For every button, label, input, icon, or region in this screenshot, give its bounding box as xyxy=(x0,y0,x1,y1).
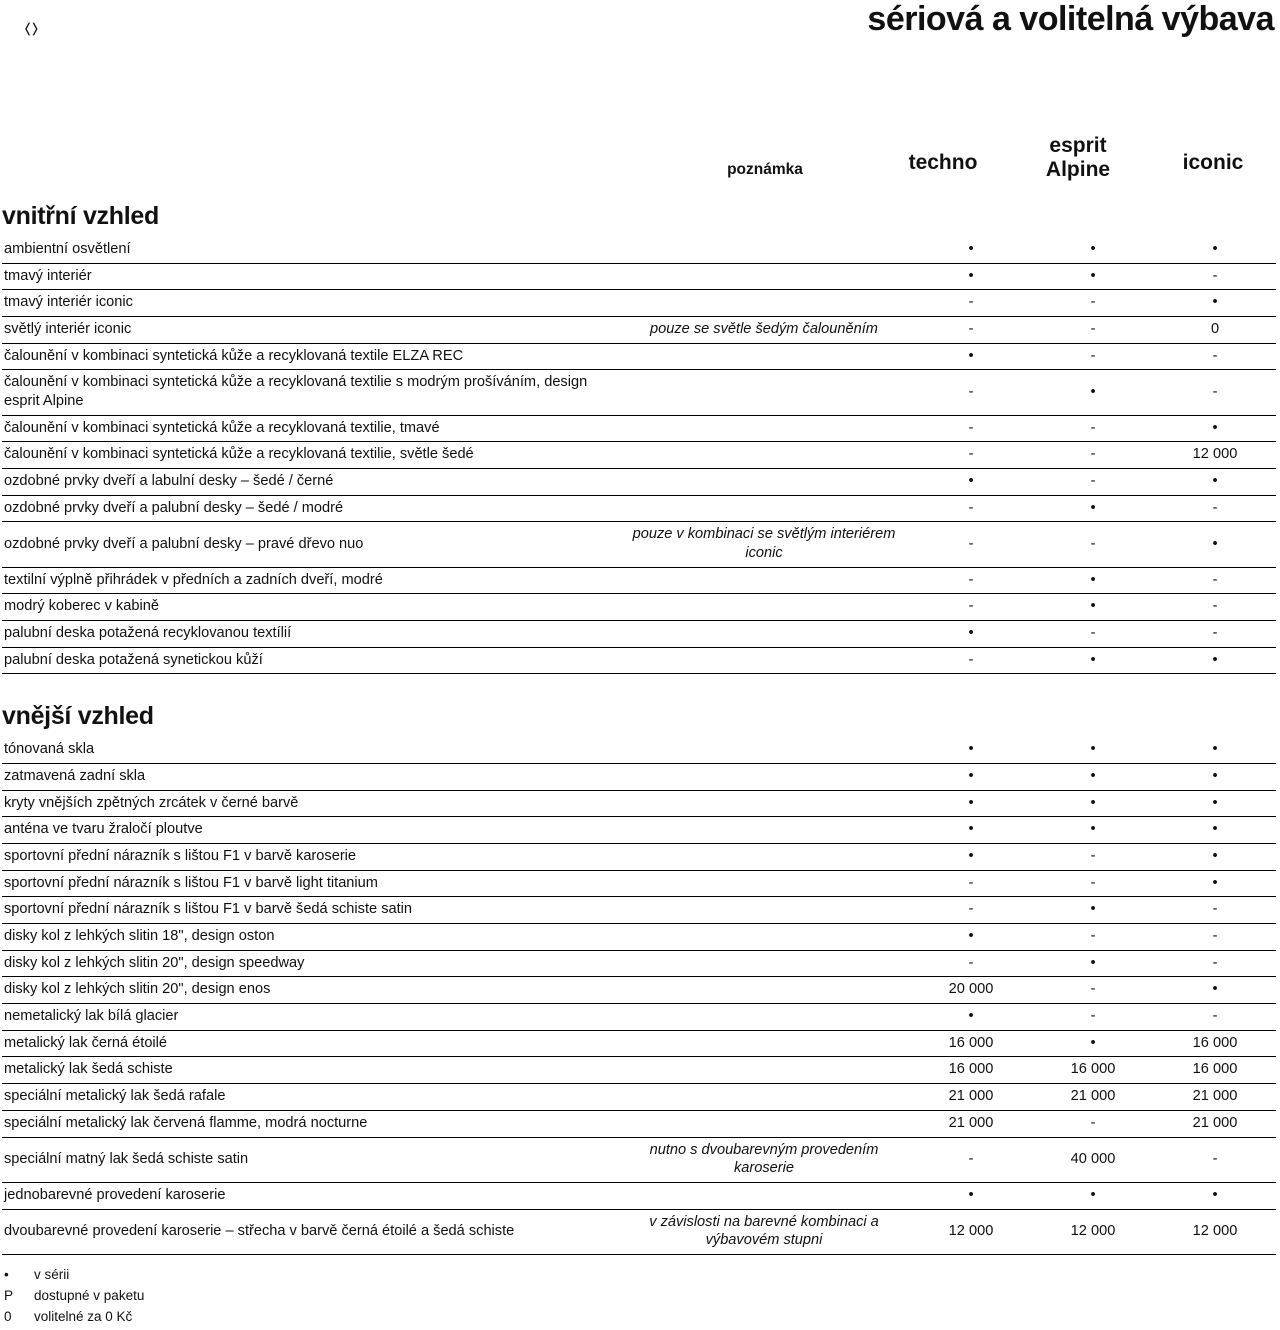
row-label: jednobarevné provedení karoserie xyxy=(2,1182,618,1209)
row-value-esprit: • xyxy=(1032,237,1154,263)
row-value-techno: 12 000 xyxy=(910,1209,1032,1254)
page-title: sériová a volitelná výbava xyxy=(867,0,1274,38)
row-value-esprit: - xyxy=(1032,1110,1154,1137)
row-value-iconic: • xyxy=(1154,844,1276,871)
table-row xyxy=(2,1110,1276,1137)
row-value-iconic: • xyxy=(1154,737,1276,763)
row-note xyxy=(618,495,910,522)
row-value-techno: • xyxy=(910,737,1032,763)
row-value-iconic: 21 000 xyxy=(1154,1110,1276,1137)
row-value-esprit: • xyxy=(1032,897,1154,924)
table-row xyxy=(2,870,1276,897)
row-value-esprit: • xyxy=(1032,594,1154,621)
row-label: modrý koberec v kabině xyxy=(2,594,618,621)
row-label: speciální metalický lak šedá rafale xyxy=(2,1084,618,1111)
row-value-esprit: - xyxy=(1032,469,1154,496)
table-row xyxy=(2,924,1276,951)
row-value-esprit: - xyxy=(1032,442,1154,469)
row-value-esprit: • xyxy=(1032,567,1154,594)
legend-text: volitelné za 0 Kč xyxy=(34,1308,133,1324)
row-note xyxy=(618,1057,910,1084)
row-note xyxy=(618,737,910,763)
row-value-iconic: 12 000 xyxy=(1154,1209,1276,1254)
row-label: čalounění v kombinaci syntetická kůže a recyklovaná textilie s modrým prošíváním, design esprit Alpine xyxy=(2,370,618,415)
row-value-iconic: - xyxy=(1154,343,1276,370)
row-value-esprit: • xyxy=(1032,790,1154,817)
row-label: zatmavená zadní skla xyxy=(2,764,618,791)
row-value-iconic: - xyxy=(1154,1137,1276,1182)
row-value-esprit: • xyxy=(1032,950,1154,977)
row-note xyxy=(618,764,910,791)
row-value-techno: • xyxy=(910,764,1032,791)
row-note xyxy=(618,1084,910,1111)
row-value-iconic: • xyxy=(1154,764,1276,791)
row-label: sportovní přední nárazník s lištou F1 v barvě light titanium xyxy=(2,870,618,897)
row-note xyxy=(618,897,910,924)
row-value-esprit: • xyxy=(1032,263,1154,290)
row-value-iconic: 0 xyxy=(1154,317,1276,344)
row-value-esprit: 16 000 xyxy=(1032,1057,1154,1084)
row-label: metalický lak černá étoilé xyxy=(2,1030,618,1057)
row-value-iconic: • xyxy=(1154,290,1276,317)
table-row xyxy=(2,1004,1276,1031)
row-label: světlý interiér iconic xyxy=(2,317,618,344)
row-note xyxy=(618,343,910,370)
row-value-techno: • xyxy=(910,817,1032,844)
legend-key: • xyxy=(4,1266,9,1282)
row-value-techno: 16 000 xyxy=(910,1057,1032,1084)
row-value-techno: - xyxy=(910,594,1032,621)
row-note: pouze se světle šedým čalouněním xyxy=(618,317,910,344)
row-note xyxy=(618,647,910,674)
row-value-iconic: - xyxy=(1154,950,1276,977)
table-row xyxy=(2,621,1276,648)
column-header-techno: techno xyxy=(908,151,978,174)
row-value-esprit: - xyxy=(1032,1004,1154,1031)
row-value-esprit: • xyxy=(1032,764,1154,791)
row-value-esprit: - xyxy=(1032,870,1154,897)
spec-table-interior-body xyxy=(2,237,1276,674)
table-row xyxy=(2,263,1276,290)
table-row xyxy=(2,1137,1276,1182)
table-row xyxy=(2,567,1276,594)
table-row xyxy=(2,817,1276,844)
renault-logo-icon xyxy=(24,22,40,34)
row-note: pouze v kombinaci se světlým interiérem iconic xyxy=(618,522,910,567)
row-label: speciální matný lak šedá schiste satin xyxy=(2,1137,618,1182)
row-value-iconic: - xyxy=(1154,621,1276,648)
row-label: palubní deska potažená synetickou kůží xyxy=(2,647,618,674)
table-row xyxy=(2,442,1276,469)
row-note xyxy=(618,567,910,594)
row-label: anténa ve tvaru žraločí ploutve xyxy=(2,817,618,844)
row-note xyxy=(618,594,910,621)
row-value-techno: 21 000 xyxy=(910,1084,1032,1111)
row-value-techno: - xyxy=(910,647,1032,674)
row-value-esprit: 12 000 xyxy=(1032,1209,1154,1254)
column-header-note: poznámka xyxy=(727,161,803,178)
table-row xyxy=(2,844,1276,871)
row-value-iconic: - xyxy=(1154,897,1276,924)
row-value-esprit: • xyxy=(1032,1030,1154,1057)
row-label: textilní výplně přihrádek v předních a zadních dveří, modré xyxy=(2,567,618,594)
row-value-iconic: - xyxy=(1154,1004,1276,1031)
row-value-techno: - xyxy=(910,522,1032,567)
column-header-esprit-line2: Alpine xyxy=(1045,158,1111,182)
row-value-esprit: • xyxy=(1032,647,1154,674)
row-label: kryty vnějších zpětných zrcátek v černé barvě xyxy=(2,790,618,817)
row-label: speciální metalický lak červená flamme, modrá nocturne xyxy=(2,1110,618,1137)
row-value-techno: - xyxy=(910,415,1032,442)
column-headers xyxy=(0,46,1280,182)
row-value-techno: - xyxy=(910,897,1032,924)
row-value-techno: - xyxy=(910,370,1032,415)
table-row xyxy=(2,897,1276,924)
row-note xyxy=(618,924,910,951)
row-value-iconic: • xyxy=(1154,522,1276,567)
table-row xyxy=(2,415,1276,442)
row-value-techno: - xyxy=(910,290,1032,317)
table-row xyxy=(2,370,1276,415)
row-note xyxy=(618,950,910,977)
table-row xyxy=(2,1084,1276,1111)
row-label: ozdobné prvky dveří a palubní desky – šedé / modré xyxy=(2,495,618,522)
row-value-techno: • xyxy=(910,1004,1032,1031)
legend-item xyxy=(4,1309,1280,1330)
row-value-iconic: 12 000 xyxy=(1154,442,1276,469)
row-note xyxy=(618,1110,910,1137)
row-value-iconic: • xyxy=(1154,415,1276,442)
table-row xyxy=(2,594,1276,621)
row-label: palubní deska potažená recyklovanou textílií xyxy=(2,621,618,648)
row-label: nemetalický lak bílá glacier xyxy=(2,1004,618,1031)
table-row xyxy=(2,1057,1276,1084)
row-value-esprit: - xyxy=(1032,317,1154,344)
legend xyxy=(4,1267,1280,1330)
table-row xyxy=(2,522,1276,567)
row-note xyxy=(618,870,910,897)
row-value-techno: - xyxy=(910,317,1032,344)
row-value-iconic: • xyxy=(1154,817,1276,844)
row-label: tónovaná skla xyxy=(2,737,618,763)
row-label: disky kol z lehkých slitin 20", design speedway xyxy=(2,950,618,977)
row-label: disky kol z lehkých slitin 18", design oston xyxy=(2,924,618,951)
row-value-iconic: • xyxy=(1154,647,1276,674)
row-value-iconic: • xyxy=(1154,1182,1276,1209)
spec-table-interior xyxy=(2,237,1276,674)
table-row xyxy=(2,950,1276,977)
column-header-esprit-alpine xyxy=(1015,134,1141,182)
row-value-esprit: - xyxy=(1032,924,1154,951)
row-note xyxy=(618,977,910,1004)
row-label: tmavý interiér iconic xyxy=(2,290,618,317)
row-value-iconic: • xyxy=(1154,870,1276,897)
row-note xyxy=(618,1182,910,1209)
row-note xyxy=(618,844,910,871)
legend-text: dostupné v paketu xyxy=(34,1287,145,1303)
row-value-techno: • xyxy=(910,263,1032,290)
spec-table-exterior-body xyxy=(2,737,1276,1254)
row-note xyxy=(618,237,910,263)
legend-text: v sérii xyxy=(34,1266,70,1282)
row-note xyxy=(618,370,910,415)
row-value-esprit: • xyxy=(1032,1182,1154,1209)
table-row xyxy=(2,237,1276,263)
row-value-iconic: - xyxy=(1154,924,1276,951)
row-value-iconic: - xyxy=(1154,567,1276,594)
row-value-techno: • xyxy=(910,469,1032,496)
row-value-techno: 20 000 xyxy=(910,977,1032,1004)
row-label: ozdobné prvky dveří a labulní desky – šedé / černé xyxy=(2,469,618,496)
row-label: čalounění v kombinaci syntetická kůže a recyklovaná textilie, světle šedé xyxy=(2,442,618,469)
row-note xyxy=(618,415,910,442)
row-value-iconic: - xyxy=(1154,263,1276,290)
row-value-esprit: - xyxy=(1032,844,1154,871)
row-label: tmavý interiér xyxy=(2,263,618,290)
row-value-iconic: • xyxy=(1154,237,1276,263)
row-value-esprit: - xyxy=(1032,290,1154,317)
table-row xyxy=(2,1030,1276,1057)
table-row xyxy=(2,343,1276,370)
row-value-iconic: • xyxy=(1154,469,1276,496)
row-value-esprit: - xyxy=(1032,415,1154,442)
row-value-esprit: - xyxy=(1032,621,1154,648)
row-note xyxy=(618,817,910,844)
row-label: ambientní osvětlení xyxy=(2,237,618,263)
row-note xyxy=(618,469,910,496)
row-value-techno: - xyxy=(910,495,1032,522)
row-value-esprit: • xyxy=(1032,370,1154,415)
row-note xyxy=(618,1004,910,1031)
legend-key: P xyxy=(4,1287,14,1303)
row-label: metalický lak šedá schiste xyxy=(2,1057,618,1084)
table-row xyxy=(2,469,1276,496)
row-value-esprit: • xyxy=(1032,817,1154,844)
legend-key: 0 xyxy=(4,1308,12,1324)
row-label: dvoubarevné provedení karoserie – střecha v barvě černá étoilé a šedá schiste xyxy=(2,1209,618,1254)
column-header-iconic: iconic xyxy=(1182,151,1244,174)
row-value-techno: - xyxy=(910,950,1032,977)
row-value-esprit: • xyxy=(1032,737,1154,763)
row-value-techno: • xyxy=(910,1182,1032,1209)
row-label: čalounění v kombinaci syntetická kůže a recyklovaná textile ELZA REC xyxy=(2,343,618,370)
row-value-techno: • xyxy=(910,844,1032,871)
row-value-iconic: - xyxy=(1154,370,1276,415)
row-value-iconic: 16 000 xyxy=(1154,1030,1276,1057)
row-value-techno: 21 000 xyxy=(910,1110,1032,1137)
row-value-iconic: - xyxy=(1154,495,1276,522)
row-note xyxy=(618,1030,910,1057)
row-note xyxy=(618,290,910,317)
legend-item xyxy=(4,1288,1280,1309)
table-row xyxy=(2,1209,1276,1254)
row-value-esprit: 40 000 xyxy=(1032,1137,1154,1182)
row-value-techno: - xyxy=(910,870,1032,897)
legend-item xyxy=(4,1267,1280,1288)
row-note: v závislosti na barevné kombinaci a výbavovém stupni xyxy=(618,1209,910,1254)
row-label: ozdobné prvky dveří a palubní desky – pravé dřevo nuo xyxy=(2,522,618,567)
row-label: sportovní přední nárazník s lištou F1 v barvě šedá schiste satin xyxy=(2,897,618,924)
row-note xyxy=(618,790,910,817)
row-note xyxy=(618,442,910,469)
row-note xyxy=(618,621,910,648)
table-row xyxy=(2,737,1276,763)
spec-table-exterior xyxy=(2,737,1276,1254)
row-value-techno: - xyxy=(910,1137,1032,1182)
row-value-iconic: • xyxy=(1154,977,1276,1004)
table-row xyxy=(2,290,1276,317)
column-header-esprit-line1: esprit xyxy=(1049,134,1107,157)
row-label: disky kol z lehkých slitin 20", design enos xyxy=(2,977,618,1004)
section-interior xyxy=(0,202,1280,674)
row-value-esprit: - xyxy=(1032,343,1154,370)
table-row xyxy=(2,764,1276,791)
section-title-exterior: vnější vzhled xyxy=(2,702,154,731)
row-value-iconic: • xyxy=(1154,790,1276,817)
section-exterior xyxy=(0,702,1280,1254)
row-value-esprit: 21 000 xyxy=(1032,1084,1154,1111)
table-row xyxy=(2,977,1276,1004)
table-row xyxy=(2,495,1276,522)
table-row xyxy=(2,790,1276,817)
row-value-esprit: - xyxy=(1032,977,1154,1004)
row-value-techno: - xyxy=(910,567,1032,594)
table-row xyxy=(2,1182,1276,1209)
row-value-techno: • xyxy=(910,790,1032,817)
row-value-iconic: 16 000 xyxy=(1154,1057,1276,1084)
page-header xyxy=(0,0,1280,46)
row-value-esprit: - xyxy=(1032,522,1154,567)
row-value-techno: • xyxy=(910,924,1032,951)
row-value-techno: • xyxy=(910,237,1032,263)
row-value-iconic: 21 000 xyxy=(1154,1084,1276,1111)
row-label: sportovní přední nárazník s lištou F1 v barvě karoserie xyxy=(2,844,618,871)
row-value-techno: • xyxy=(910,343,1032,370)
row-label: čalounění v kombinaci syntetická kůže a recyklovaná textilie, tmavé xyxy=(2,415,618,442)
row-value-esprit: • xyxy=(1032,495,1154,522)
row-value-techno: • xyxy=(910,621,1032,648)
table-row xyxy=(2,647,1276,674)
row-note xyxy=(618,263,910,290)
row-note: nutno s dvoubarevným provedením karoserie xyxy=(618,1137,910,1182)
row-value-techno: 16 000 xyxy=(910,1030,1032,1057)
row-value-iconic: - xyxy=(1154,594,1276,621)
table-row xyxy=(2,317,1276,344)
section-title-interior: vnitřní vzhled xyxy=(2,202,159,230)
row-value-techno: - xyxy=(910,442,1032,469)
